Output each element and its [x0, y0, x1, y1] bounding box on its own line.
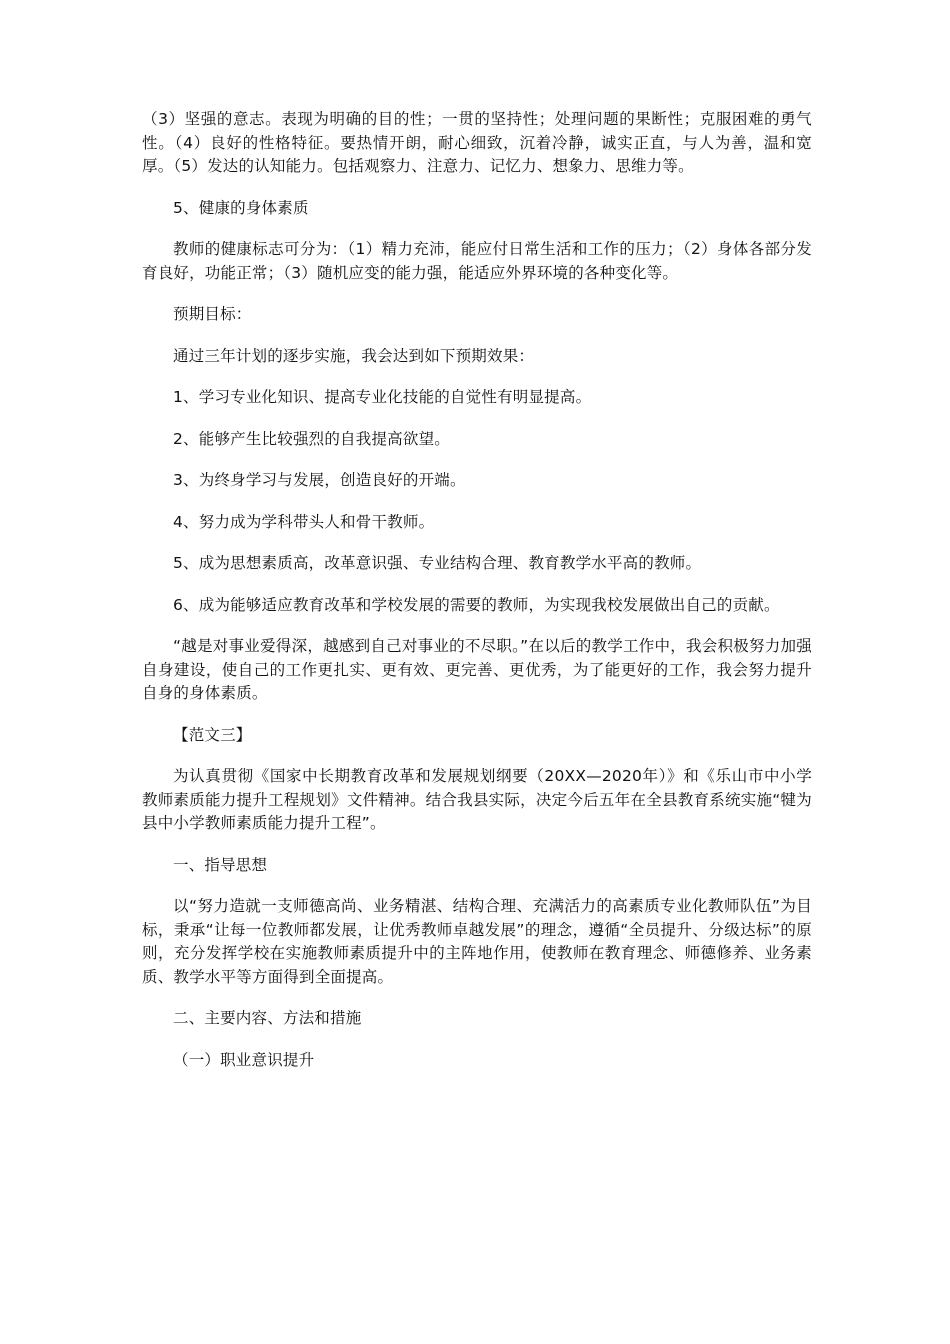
list-item-goal-2: 2、能够产生比较强烈的自我提高欲望。	[173, 429, 450, 448]
list-item-goal-3: 3、为终身学习与发展，创造良好的开端。	[173, 471, 466, 489]
list-item-goal-4: 4、努力成为学科带头人和骨干教师。	[173, 512, 435, 531]
paragraph-guiding-ideology: 以“努力造就一支师德高尚、业务精湛、结构合理、充满活力的高素质专业化教师队伍”为目标，秉承“让每一位教师都发展，让优秀教师卓越发展”的理念，遵循“全员提升、分级达标”的原则，充分发挥学校在实施教师素质提升中的主阵地作用，使教师在教育理念、师德修养、业务素质、教学水平等方面得到全面提高。	[142, 897, 812, 986]
paragraph-quote-conclusion: “越是对事业爱得深，越感到自己对事业的不尽职。”在以后的教学工作中，我会积极努力加强自身建设，使自己的工作更扎实、更有效、更完善、更优秀，为了能更好的工作，我会努力提升自身的身体素质。	[142, 637, 812, 702]
list-item-goal-6: 6、成为能够适应教育改革和学校发展的需要的教师，为实现我校发展做出自己的贡献。	[173, 595, 780, 614]
list-item-goal-5: 5、成为思想素质高，改革意识强、专业结构合理、教育教学水平高的教师。	[173, 554, 702, 572]
heading-sample-three: 【范文三】	[173, 725, 252, 744]
heading-guiding-ideology: 一、指导思想	[173, 855, 268, 874]
heading-career-awareness: （一）职业意识提升	[173, 1050, 315, 1069]
heading-main-content: 二、主要内容、方法和措施	[173, 1009, 362, 1027]
document-page	[142, 108, 812, 1090]
paragraph-will-character-cognition: （3）坚强的意志。表现为明确的目的性；一贯的坚持性；处理问题的果断性；克服困难的勇气性。（4）良好的性格特征。要热情开朗，耐心细致，沉着冷静，诚实正直，与人为善，温和宽厚。（5）发达的认知能力。包括观察力、注意力、记忆力、想象力、思维力等。	[142, 110, 812, 175]
heading-healthy-physique: 5、健康的身体素质	[173, 198, 309, 217]
list-item-goal-1: 1、学习专业化知识、提高专业化技能的自觉性有明显提高。	[173, 388, 592, 406]
heading-expected-goals: 预期目标：	[173, 305, 252, 323]
paragraph-project-intro: 为认真贯彻《国家中长期教育改革和发展规划纲要（20XX—2020年）》和《乐山市中小学教师素质能力提升工程规划》文件精神。结合我县实际，决定今后五年在全县教育系统实施“犍为县中小学教师素质能力提升工程”。	[142, 767, 812, 832]
paragraph-health-indicators: 教师的健康标志可分为：（1）精力充沛，能应付日常生活和工作的压力；（2）身体各部分发育良好，功能正常；（3）随机应变的能力强，能适应外界环境的各种变化等。	[142, 240, 812, 282]
paragraph-goals-intro: 通过三年计划的逐步实施，我会达到如下预期效果：	[173, 346, 535, 365]
